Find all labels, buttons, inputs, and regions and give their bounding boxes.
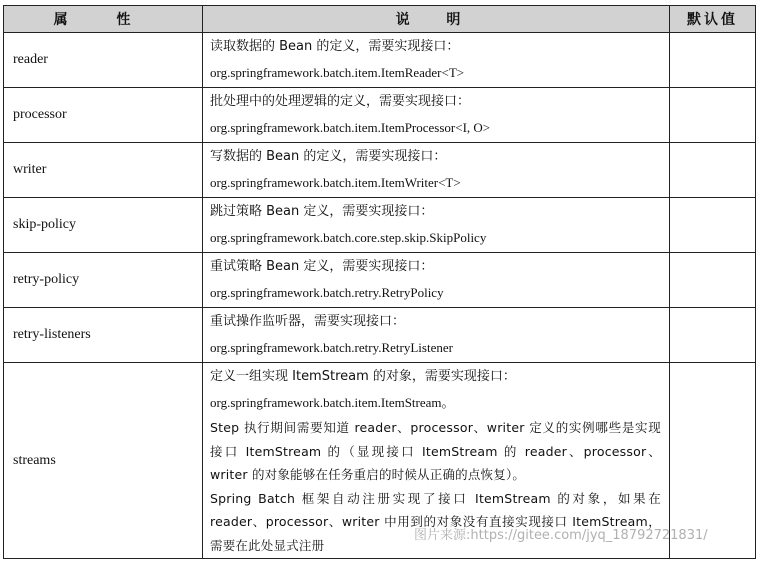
table-row-retry-policy <box>4 253 756 308</box>
attribute-description <box>203 308 670 363</box>
table-row-skip-policy <box>4 198 756 253</box>
interface-name: org.springframework.batch.retry.RetryPolicy <box>210 285 444 300</box>
header-property: 属 性 <box>4 6 203 33</box>
attribute-name: retry-listeners <box>4 308 203 363</box>
attribute-description <box>203 143 670 198</box>
interface-name: org.springframework.batch.item.ItemStream。 <box>210 395 455 410</box>
description-line: 定义一组实现 ItemStream 的对象，需要实现接口： <box>210 369 516 384</box>
description-paragraph: Spring Batch 框架自动注册实现了接口 ItemStream 的对象，如果在 reader、processor、writer 中用到的对象没有直接实现接口 ItemStream，需要在此处显式注册 <box>210 490 661 553</box>
attribute-default <box>670 88 756 143</box>
description-line: 写数据的 Bean 的定义，需要实现接口： <box>210 149 447 164</box>
interface-name: org.springframework.batch.core.step.skip.SkipPolicy <box>210 230 487 245</box>
attribute-description <box>203 253 670 308</box>
image-source-watermark: 图片来源:https://gitee.com/jyq_18792721831/ <box>414 528 708 543</box>
attribute-description <box>203 198 670 253</box>
attribute-description <box>203 88 670 143</box>
description-line: 批处理中的处理逻辑的定义，需要实现接口： <box>210 94 471 109</box>
attribute-default <box>670 253 756 308</box>
description-line: 重试操作监听器，需要实现接口： <box>210 314 406 329</box>
attribute-name: processor <box>4 88 203 143</box>
table-row-processor <box>4 88 756 143</box>
header-description: 说 明 <box>203 6 670 33</box>
description-line: 读取数据的 Bean 的定义，需要实现接口： <box>210 39 460 54</box>
interface-name: org.springframework.batch.retry.RetryListener <box>210 340 453 355</box>
description-line: 跳过策略 Bean 定义，需要实现接口： <box>210 204 434 219</box>
description-paragraph: Step 执行期间需要知道 reader、processor、writer 定义的实例哪些是实现接口 ItemStream 的（显现接口 ItemStream 的 reader、processor、writer 的对象能够在任务重启的时候从正确的点恢复）。 <box>210 420 661 482</box>
table-row-retry-listeners <box>4 308 756 363</box>
attribute-default <box>670 308 756 363</box>
attribute-name: writer <box>4 143 203 198</box>
attribute-default <box>670 143 756 198</box>
attribute-name: streams <box>4 363 203 559</box>
description-line: 重试策略 Bean 定义，需要实现接口： <box>210 259 434 274</box>
attribute-name: retry-policy <box>4 253 203 308</box>
attribute-default <box>670 198 756 253</box>
interface-name: org.springframework.batch.item.ItemWriter<T> <box>210 175 461 190</box>
attribute-description <box>203 33 670 88</box>
attribute-name: reader <box>4 33 203 88</box>
header-default: 默认值 <box>670 6 756 33</box>
attribute-table <box>3 5 756 559</box>
table-row-reader <box>4 33 756 88</box>
attribute-name: skip-policy <box>4 198 203 253</box>
table-row-writer <box>4 143 756 198</box>
interface-name: org.springframework.batch.item.ItemReader<T> <box>210 65 465 80</box>
interface-name: org.springframework.batch.item.ItemProcessor<I, O> <box>210 120 491 135</box>
header-row <box>4 6 756 33</box>
attribute-default <box>670 33 756 88</box>
